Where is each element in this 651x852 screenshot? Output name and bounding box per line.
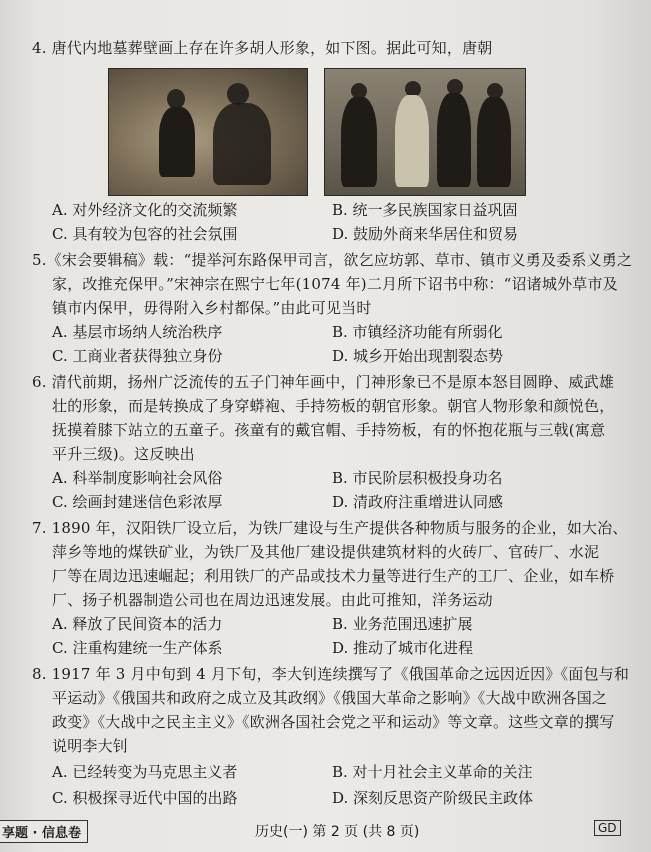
q7-line-1: 7. 1890 年，汉阳铁厂设立后，为铁厂建设与生产提供各种物质与服务的企业，如大冶、: [32, 519, 628, 537]
footer-page-number: 历史(一) 第 2 页 (共 8 页): [255, 824, 420, 840]
q4-stem: 4. 唐代内地墓葬壁画上存在许多胡人形象，如下图。据此可知，唐朝: [32, 39, 493, 57]
q8-option-a: A. 已经转变为马克思主义者: [52, 763, 238, 781]
footer-series-label: 享题 · 信息卷: [0, 820, 88, 843]
q6-line-1: 6. 清代前期，扬州广泛流传的五子门神年画中，门神形象已不是原本怒目圆睁、威武雄: [32, 373, 615, 391]
mural-image-right: [324, 68, 526, 196]
q6-option-c: C. 绘画封建迷信色彩浓厚: [52, 493, 223, 511]
mural-figure-head: [227, 83, 249, 105]
mural-figure-body: [213, 103, 271, 185]
q8-option-c: C. 积极探寻近代中国的出路: [52, 789, 238, 807]
mural-figure-body: [437, 93, 471, 187]
q5-option-d: D. 城乡开始出现割裂态势: [332, 347, 504, 365]
q7-option-d: D. 推动了城市化进程: [332, 639, 474, 657]
q8-line-1: 8. 1917 年 3 月中旬到 4 月下旬，李大钊连续撰写了《俄国革命之远因近因》《面包与和: [32, 665, 630, 683]
q7-option-b: B. 业务范围迅速扩展: [332, 615, 473, 633]
q6-option-d: D. 清政府注重增进认同感: [332, 493, 504, 511]
mural-figure-body: [341, 97, 377, 187]
q8-line-2: 平运动》《俄国共和政府之成立及其政纲》《俄国大革命之影响》《大战中欧洲各国之: [52, 689, 608, 707]
q7-line-4: 厂、扬子机器制造公司也在周边迅速发展。由此可推知，洋务运动: [52, 591, 493, 609]
mural-image-left: [108, 68, 308, 196]
q5-line-2: 家，改推充保甲。”宋神宗在熙宁七年(1074 年)二月所下诏书中称：“诏诸城外草市及: [52, 275, 618, 293]
q4-option-b: B. 统一多民族国家日益巩固: [332, 201, 518, 219]
q5-option-a: A. 基层市场纳人统治秩序: [52, 323, 223, 341]
q6-option-b: B. 市民阶层积极投身功名: [332, 469, 503, 487]
q6-line-4: 平升三级)。这反映出: [52, 445, 195, 463]
q8-line-3: 政变》《大战中之民主主义》《欧洲各国社会党之平和运动》等文章。这些文章的撰写: [52, 713, 615, 731]
q8-option-d: D. 深刻反思资产阶级民主政体: [332, 789, 534, 807]
q7-line-2: 萍乡等地的煤铁矿业，为铁厂及其他厂建设提供建筑材料的火砖厂、官砖厂、水泥: [52, 543, 600, 561]
q5-option-b: B. 市镇经济功能有所弱化: [332, 323, 503, 341]
q4-option-c: C. 具有较为包容的社会氛围: [52, 225, 238, 243]
q6-line-2: 壮的形象，而是转换成了身穿蟒袍、手持笏板的朝官形象。朝官人物形象和颜悦色，: [52, 397, 615, 415]
q5-line-1: 5.《宋会要辑稿》载：“提举河东路保甲司言，欲乞应坊郭、草市、镇市义勇及委系义勇之: [32, 251, 633, 269]
q8-line-4: 说明李大钊: [52, 737, 129, 755]
footer-region-badge: GD: [594, 820, 621, 836]
q7-option-c: C. 注重构建统一生产体系: [52, 639, 223, 657]
q6-option-a: A. 科举制度影响社会风俗: [52, 469, 223, 487]
q4-option-d: D. 鼓励外商来华居住和贸易: [332, 225, 519, 243]
q8-option-b: B. 对十月社会主义革命的关注: [332, 763, 533, 781]
mural-figure-body: [159, 107, 195, 177]
mural-figure-body: [477, 97, 511, 187]
q4-option-a: A. 对外经济文化的交流频繁: [52, 201, 238, 219]
q5-line-3: 镇市内保甲，毋得附入乡村都保。”由此可见当时: [52, 299, 372, 317]
q6-line-3: 抚摸着膝下站立的五童子。孩童有的戴官帽、手持笏板，有的怀抱花瓶与三戟(寓意: [52, 421, 606, 439]
q5-option-c: C. 工商业者获得独立身份: [52, 347, 223, 365]
mural-figure-body: [395, 95, 429, 187]
q7-line-3: 厂等在周边迅速崛起；利用铁厂的产品或技术力量等进行生产的工厂、企业，如车桥: [52, 567, 615, 585]
mural-figure-head: [167, 89, 185, 109]
q7-option-a: A. 释放了民间资本的活力: [52, 615, 223, 633]
